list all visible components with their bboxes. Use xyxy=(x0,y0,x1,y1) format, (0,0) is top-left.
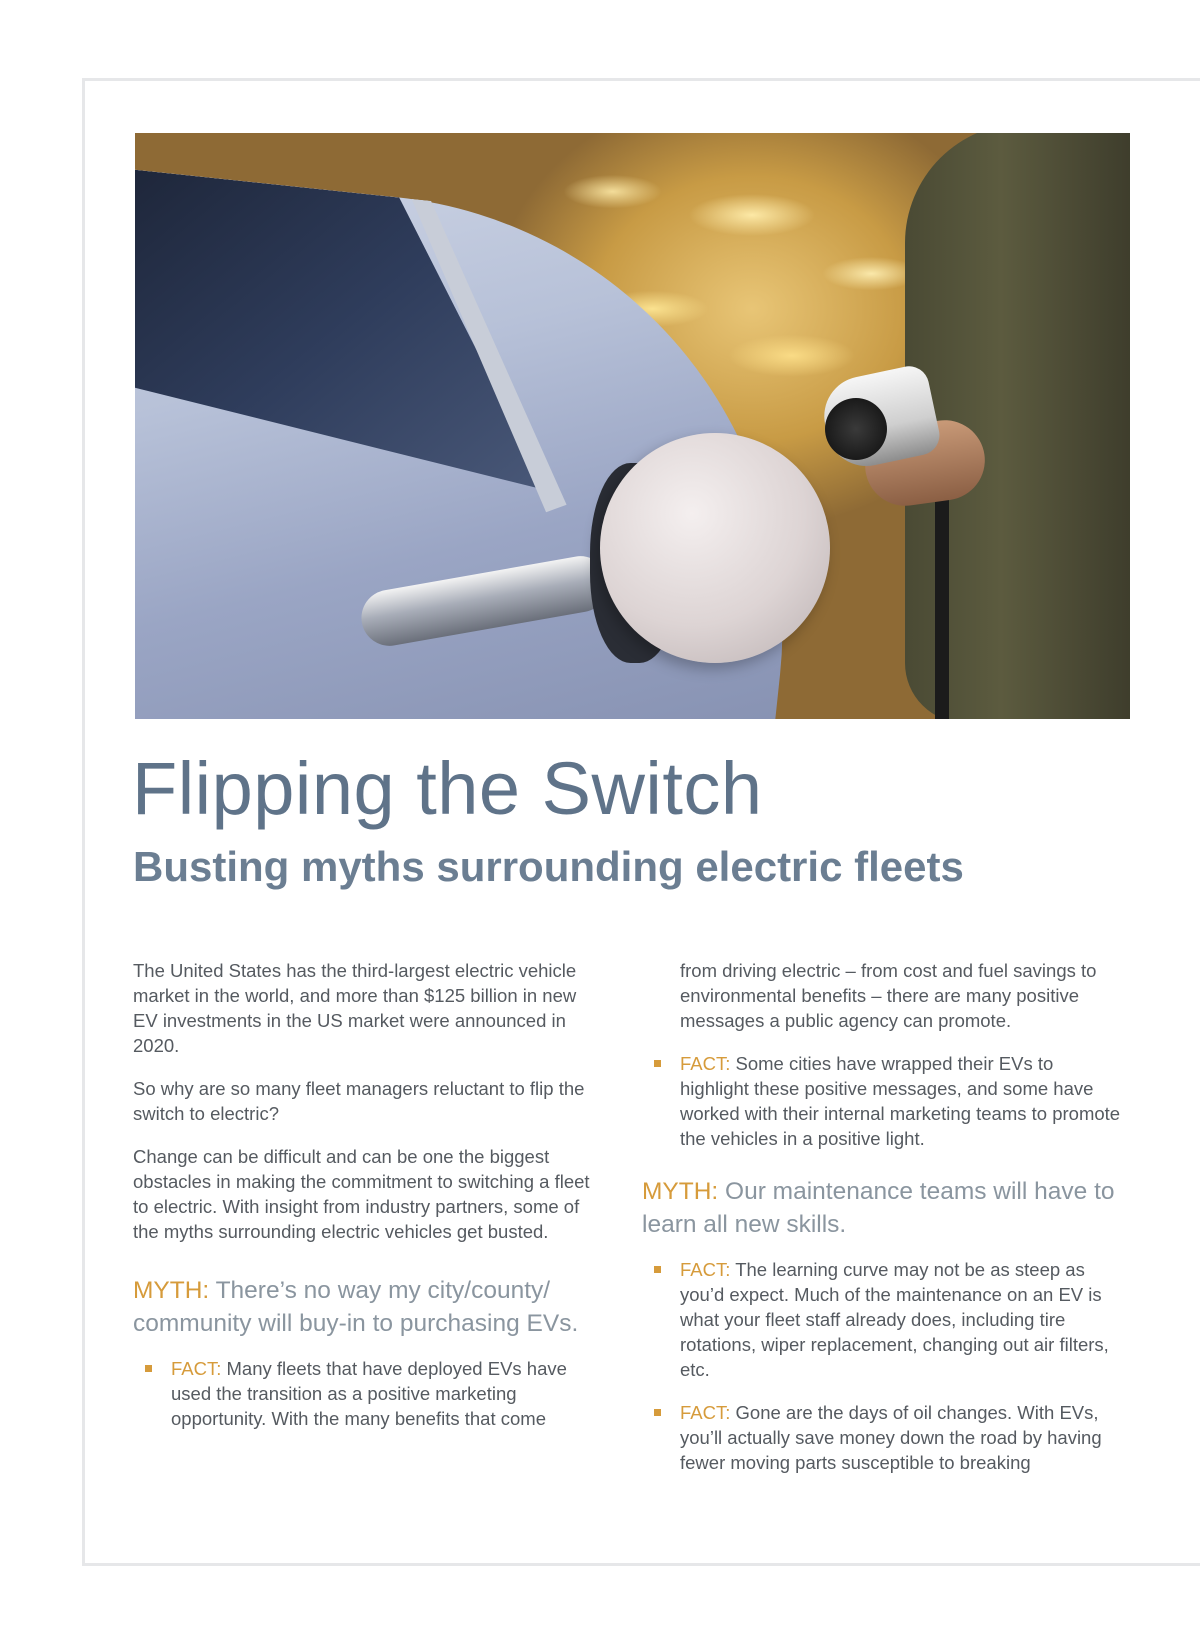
fact-label: FACT: xyxy=(171,1358,222,1379)
right-column xyxy=(642,958,1122,1493)
myth-text: There’s no way my city/county/ community will buy-in to purchasing EVs. xyxy=(133,1277,579,1337)
fact-text: The learning curve may not be as steep as you’d expect. Much of the maintenance on an EV is what your fleet staff already does, including tire rotations, wiper replacement, changing out air filters, etc. xyxy=(680,1259,1109,1380)
fact-text: Some cities have wrapped their EVs to highlight these positive messages, and some have worked with their internal marketing teams to promote the vehicles in a positive light. xyxy=(680,1053,1121,1149)
left-column xyxy=(133,958,603,1449)
intro-paragraph-2: So why are so many fleet managers reluctant to flip the switch to electric? xyxy=(133,1078,585,1124)
page-title: Flipping the Switch xyxy=(132,747,763,830)
intro-paragraph-3: Change can be difficult and can be one the biggest obstacles in making the commitment to switching a fleet to electric. With insight from industry partners, some of the myths surrounding electric vehicles get busted. xyxy=(133,1146,590,1242)
myth-label: MYTH: xyxy=(133,1277,210,1304)
fact-text: Many fleets that have deployed EVs have used the transition as a positive marketing opportunity. With the many benefits that come xyxy=(171,1358,567,1429)
car-window-shape xyxy=(135,167,577,514)
myth-label: MYTH: xyxy=(642,1178,719,1205)
plug-connector-shape xyxy=(825,398,887,460)
myth-heading-1 xyxy=(133,1274,603,1340)
bullet-square-icon xyxy=(654,1060,661,1067)
fact-item xyxy=(642,1257,1122,1382)
fact-label: FACT: xyxy=(680,1053,731,1074)
intro-paragraph-1: The United States has the third-largest electric vehicle market in the world, and more than $125 billion in new EV investments in the US market were announced in 2020. xyxy=(133,960,577,1056)
fact-continuation: from driving electric – from cost and fuel savings to environmental benefits – there are many positive messages a public agency can promote. xyxy=(680,960,1097,1031)
myth-text: Our maintenance teams will have to learn all new skills. xyxy=(642,1178,1115,1238)
fact-item xyxy=(642,1051,1122,1151)
bullet-square-icon xyxy=(145,1365,152,1372)
bullet-square-icon xyxy=(654,1409,661,1416)
fact-label: FACT: xyxy=(680,1259,731,1280)
hero-photo-ev-charging xyxy=(135,133,1130,719)
fact-item xyxy=(133,1356,603,1431)
fact-item xyxy=(642,1400,1122,1475)
fact-label: FACT: xyxy=(680,1402,731,1423)
fact-text: Gone are the days of oil changes. With EVs, you’ll actually save money down the road by having fewer moving parts susceptible to breaking xyxy=(680,1402,1102,1473)
page-subtitle: Busting myths surrounding electric fleets xyxy=(133,843,964,890)
bullet-square-icon xyxy=(654,1266,661,1273)
myth-heading-2 xyxy=(642,1175,1122,1241)
charge-port-cap-shape xyxy=(600,433,830,663)
